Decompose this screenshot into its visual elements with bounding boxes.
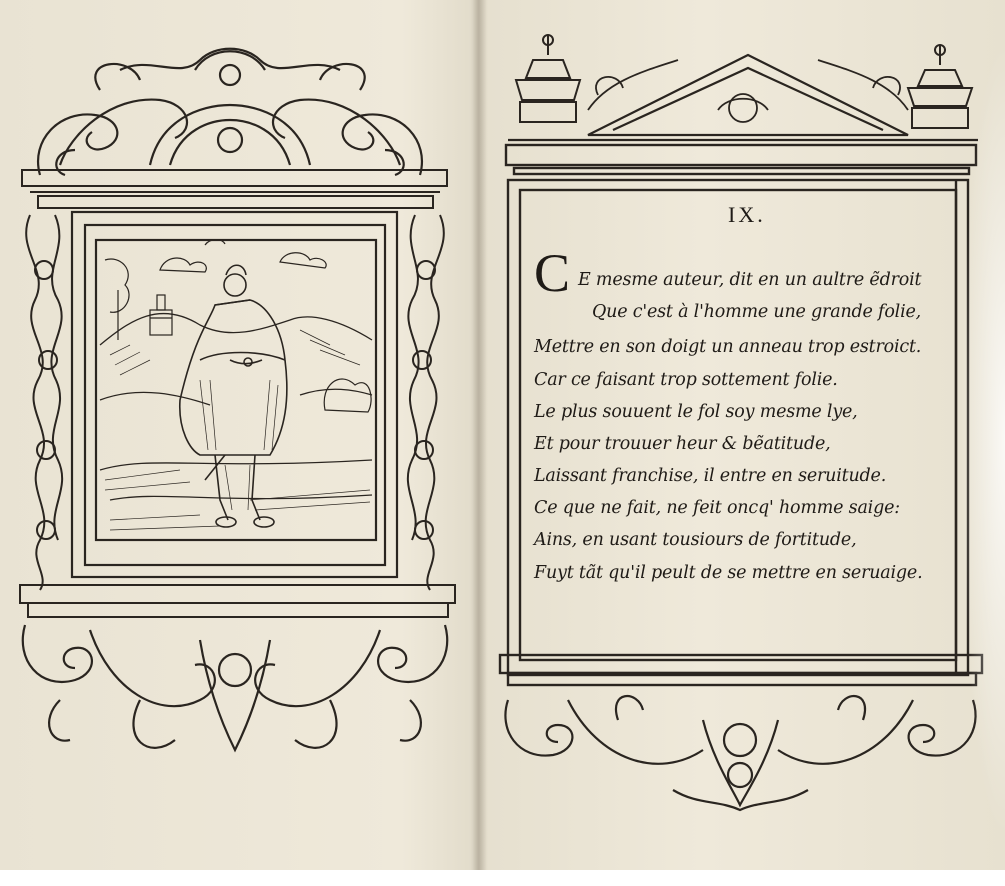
left-page [0, 0, 478, 870]
left-cornice [22, 170, 447, 208]
verse-line: Et pour trouuer heur & bẽatitude, [534, 434, 831, 454]
verse-line: Laissant franchise, il entre en seruitude. [534, 466, 887, 486]
verse-line: Fuyt tãt qu'il peult de se mettre en seruaige. [534, 563, 923, 583]
emblem-number: IX. [728, 202, 766, 227]
verse-line: Ains, en usant tousiours de fortitude, [534, 530, 857, 550]
verse-line: Car ce faisant trop sottement folie. [534, 370, 838, 390]
right-pediment [508, 55, 978, 140]
verse-line: Le plus souuent le fol soy mesme lye, [534, 402, 858, 422]
page-edge-highlight [960, 40, 1005, 840]
left-urn-finial-icon [516, 35, 580, 122]
left-bottom-scrollwork-icon [23, 625, 447, 750]
verse-line: Que c'est à l'homme une grande folie, [592, 302, 921, 322]
right-page [478, 0, 1005, 870]
verse-line: Mettre en son doigt un anneau trop estroict. [534, 337, 922, 357]
left-top-scrollwork-icon [38, 49, 422, 175]
drop-cap: C [534, 243, 571, 303]
left-base-moulding [20, 585, 455, 617]
woodcut-figure-with-ring-icon [100, 240, 372, 530]
verse-line: Ce que ne fait, ne feit oncq' homme saige: [534, 498, 900, 518]
right-bottom-scrollwork-icon [505, 696, 975, 810]
left-ornamental-frame [0, 0, 478, 870]
left-side-scroll-columns [26, 215, 444, 590]
pediment-scrollwork-icon [588, 60, 908, 122]
verse-line: E mesme auteur, dit en un aultre ẽdroit [578, 270, 922, 290]
